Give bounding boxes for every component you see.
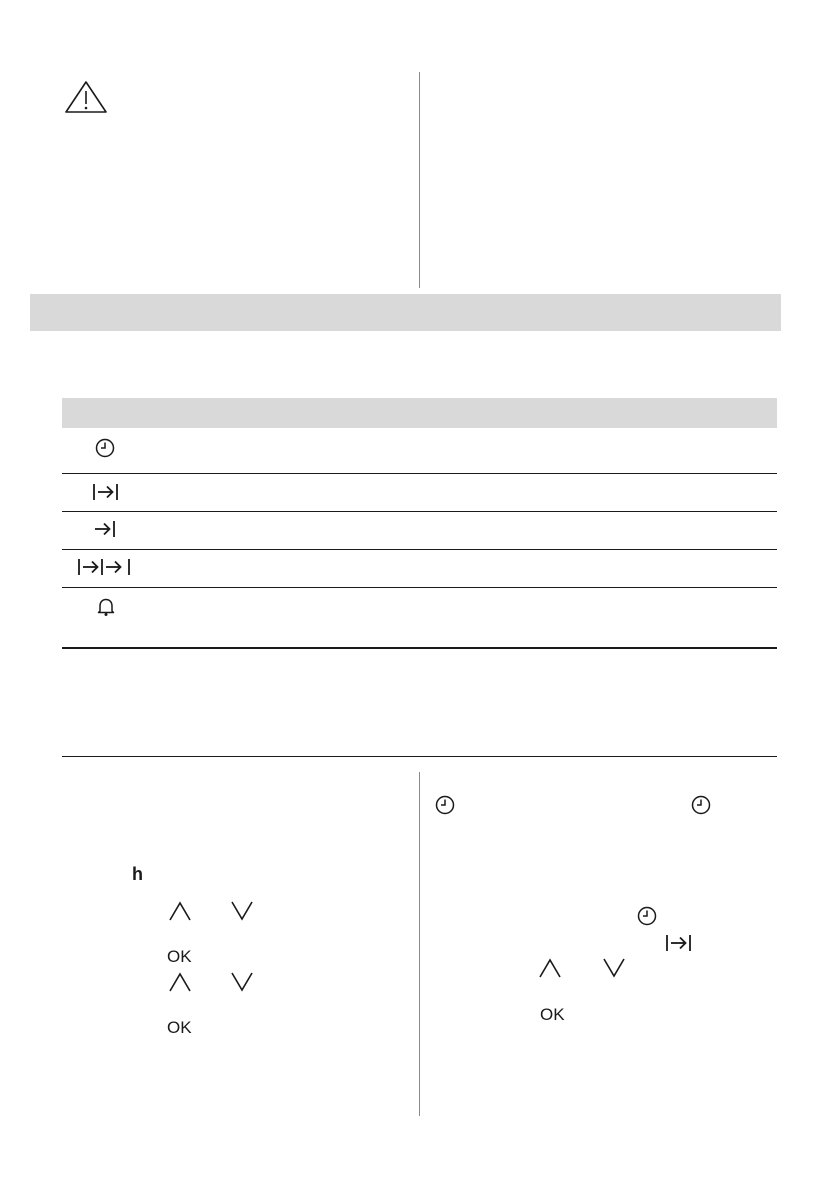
table-row-divider <box>62 473 777 474</box>
table-row-divider <box>62 587 777 588</box>
table-row-divider <box>62 549 777 550</box>
up-arrow-icon <box>168 971 192 993</box>
up-arrow-icon <box>168 900 192 922</box>
up-arrow-icon <box>538 957 562 979</box>
warning-triangle-icon <box>64 80 108 114</box>
duration-icon <box>92 482 120 502</box>
down-arrow-icon <box>230 971 254 993</box>
section-heading-bar <box>30 294 781 331</box>
ok-label: OK <box>167 1018 192 1037</box>
column-divider-top <box>419 72 420 288</box>
clock-icon <box>637 906 657 926</box>
clock-icon <box>95 438 115 458</box>
time-delay-icon <box>77 557 133 577</box>
down-arrow-icon <box>230 900 254 922</box>
down-arrow-icon <box>602 957 626 979</box>
bell-icon <box>96 597 116 617</box>
ok-label: OK <box>540 1005 565 1024</box>
duration-icon <box>665 933 693 953</box>
table-bottom-border <box>62 647 777 649</box>
section-separator <box>62 756 777 757</box>
clock-icon <box>691 795 711 815</box>
hour-symbol: h <box>132 864 143 884</box>
end-icon <box>94 519 118 539</box>
table-header <box>62 398 777 428</box>
table-row-divider <box>62 511 777 512</box>
ok-label: OK <box>167 947 192 966</box>
column-divider-bottom <box>419 772 420 1116</box>
clock-icon <box>435 795 455 815</box>
